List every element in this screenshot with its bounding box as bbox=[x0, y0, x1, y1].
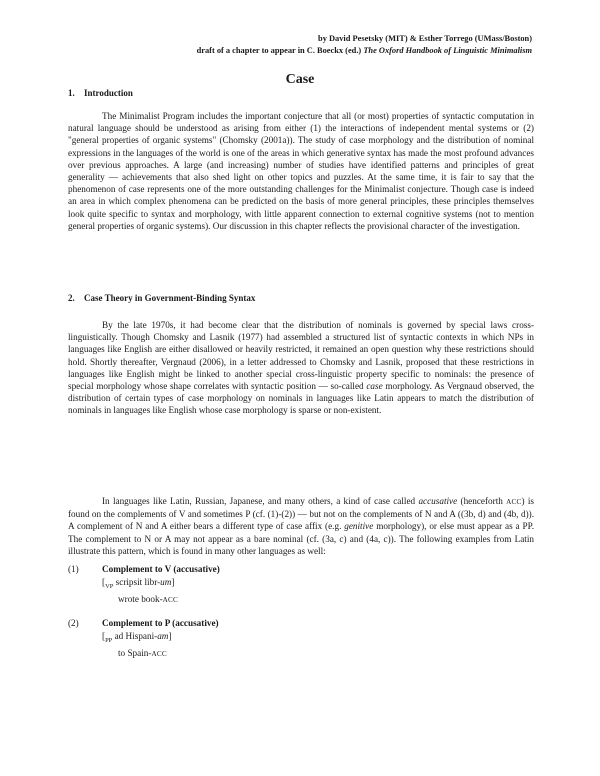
bracket-label: PP bbox=[105, 636, 113, 644]
paragraph-text: The Minimalist Program includes the important conjecture that all (or most) properties of syntactic computation in natural language should be understood as arising from either (1) the interactions of independent mental systems or (2) "general properties of organic systems" (Chomsky (2001a)). The study of case morphology and the distribution of nominal expressions in the languages of the world is one of the areas in which generative syntax has made the most profound advances over previous approaches. A large (and increasing) number of studies have identified patterns and principles of great generality — achievements that also shed light on other topics and puzzles. At the same time, it is fair to say that the phenomenon of case represents one of the more outstanding challenges for the Minimalist conjecture. Though case is indeed an area in which complex phenomena can be predicted on the basis of more general principles, these principles themselves look quite specific to syntax and morphology, with little apparent connection to external cognitive systems (not to mention general properties of organic systems). Our discussion in this chapter reflects the provisional character of the investigation. bbox=[68, 111, 534, 231]
emphasis-genitive: genitive bbox=[344, 521, 374, 532]
paragraph-introduction bbox=[68, 110, 534, 232]
example-line: [$_{VP}$ scripsit libr-um] bbox=[102, 576, 175, 590]
bracket-label: VP bbox=[105, 582, 114, 590]
paragraph-text: ) is found on the complements of V and sometimes P (cf. (1)-(2)) — but not on the complements of N and A ((3b, d) and (4b, d)). A complement of N and A either bears a different type of case affix (e.g. bbox=[68, 496, 535, 532]
abbr-acc: ACC bbox=[506, 498, 522, 506]
section-heading-introduction bbox=[68, 88, 133, 98]
case-suffix: um bbox=[160, 576, 172, 587]
bracket-close: ] bbox=[171, 576, 175, 587]
case-suffix: am bbox=[157, 630, 169, 641]
gloss-case: ACC bbox=[162, 596, 179, 605]
author-line: by David Pesetsky (MIT) & Esther Torrego (UMass/Boston) bbox=[318, 34, 532, 43]
paragraph-text: (henceforth bbox=[457, 496, 507, 506]
emphasis-accusative: accusative bbox=[418, 496, 458, 506]
section-title: Introduction bbox=[84, 88, 133, 98]
example-title: Complement to P (accusative) bbox=[102, 618, 219, 628]
paragraph-text: By the late 1970s, it had become clear that the distribution of nominals is governed by special laws cross-linguistically. Though Chomsky and Lasnik (1977) had assembled a structured list of syntactic contexts in which NPs in languages like English are either disallowed or heavily restricted, it remained an open question why these restrictions should hold. Shortly thereafter, Vergnaud (2006), in a letter addressed to Chomsky and Lasnik, proposed that these restrictions in languages like English might be linked to another special cross-linguistic property specific to nominals: the presence of special morphology whose shape correlates with syntactic position — so-called bbox=[68, 320, 534, 392]
example-gloss bbox=[102, 647, 219, 661]
draft-note-prefix: draft of a chapter to appear in C. Boeckx (ed.) bbox=[196, 46, 362, 55]
page-title: Case bbox=[285, 72, 315, 87]
example-word: ad Hispani- bbox=[112, 630, 158, 641]
section-number: 1. bbox=[68, 88, 75, 98]
example-title: Complement to V (accusative) bbox=[102, 564, 220, 574]
paragraph-text: In languages like Latin, Russian, Japanese, and many others, a kind of case called bbox=[102, 496, 419, 506]
section-number: 2. bbox=[68, 293, 75, 303]
section-heading-case-theory bbox=[68, 293, 255, 303]
example-line: [$_{PP}$ ad Hispani-am] bbox=[102, 630, 172, 644]
example-gloss bbox=[102, 593, 220, 607]
example-number: (1) bbox=[68, 564, 79, 574]
paragraph-text: morphology. As Vergnaud observed, the distribution of certain types of case morphology on nominals in languages like Latin appears to match the distribution of nominals in languages like English whose case morphology is sparse or non-existent. bbox=[68, 381, 534, 416]
example-word: scripsit libr- bbox=[113, 576, 161, 587]
draft-note bbox=[197, 46, 532, 55]
example-number: (2) bbox=[68, 618, 79, 628]
section-title: Case Theory in Government-Binding Syntax bbox=[84, 293, 256, 303]
gloss-case: ACC bbox=[151, 650, 167, 659]
emphasis-case: case bbox=[366, 381, 383, 392]
gloss-text: to Spain- bbox=[118, 648, 152, 659]
paragraph-text: morphology), or else must appear as a PP. The complement to N or A may not appear as a bare nominal (cf. (3a, c) and (4a, c)). The following examples from Latin illustrate this pattern, which is found in many other languages as well: bbox=[68, 521, 534, 556]
paragraph-vergnaud bbox=[68, 319, 534, 417]
handbook-title: The Oxford Handbook of Linguistic Minimalism bbox=[363, 46, 532, 55]
bracket-close: ] bbox=[168, 630, 172, 641]
gloss-text: wrote book- bbox=[118, 594, 163, 605]
paragraph-accusative bbox=[68, 495, 534, 557]
